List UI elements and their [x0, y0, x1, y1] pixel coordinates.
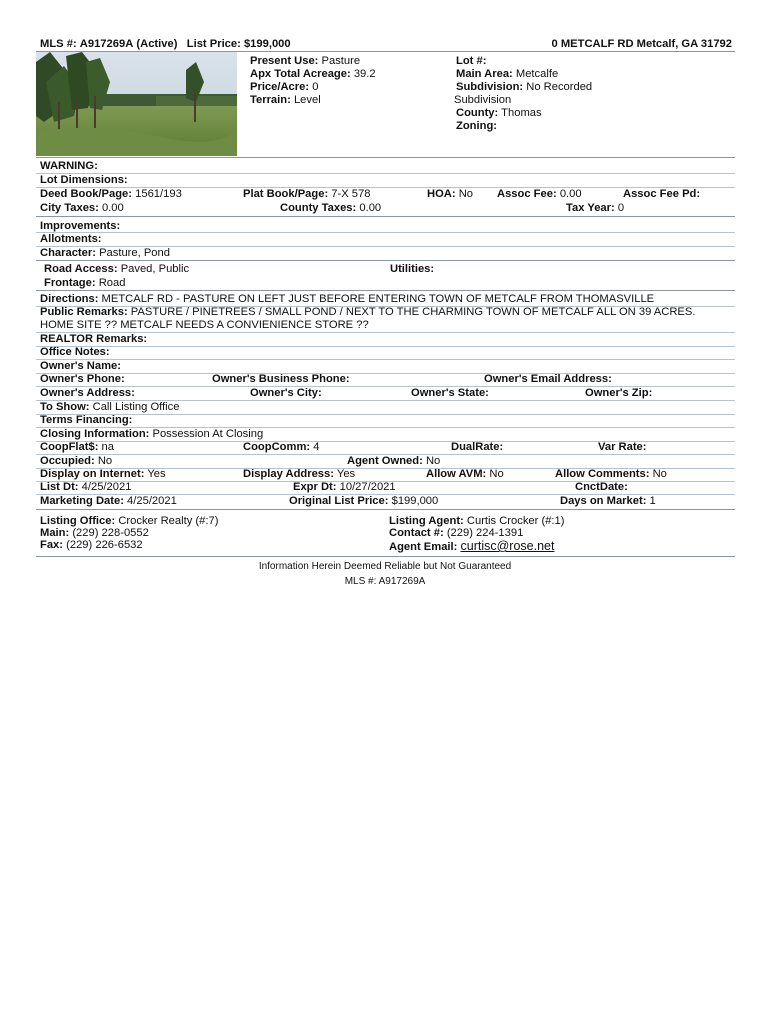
main-phone: Main: (229) 228-0552 — [40, 527, 149, 539]
divider — [36, 556, 735, 557]
plat-book: Plat Book/Page: 7-X 578 — [243, 188, 371, 200]
owners-name: Owner's Name: — [40, 360, 122, 372]
divider — [36, 216, 735, 217]
allow-comments: Allow Comments: No — [555, 468, 667, 480]
price-per-acre: Price/Acre: 0 — [250, 81, 319, 93]
divider — [36, 290, 735, 291]
office-notes: Office Notes: — [40, 346, 110, 358]
divider — [36, 346, 735, 347]
coopcomm: CoopComm: 4 — [243, 441, 320, 453]
owners-zip: Owner's Zip: — [585, 387, 653, 399]
divider — [36, 373, 735, 374]
warning: WARNING: — [40, 160, 98, 172]
owners-phone: Owner's Phone: — [40, 373, 125, 385]
closing-information: Closing Information: Possession At Closing — [40, 428, 264, 440]
divider — [36, 359, 735, 360]
character: Character: Pasture, Pond — [40, 247, 170, 259]
coopflat: CoopFlat$: na — [40, 441, 114, 453]
days-on-market: Days on Market: 1 — [560, 495, 656, 507]
agent-owned: Agent Owned: No — [347, 455, 441, 467]
public-remarks-cont: HOME SITE ?? METCALF NEEDS A CONVIENIENCE STORE ?? — [40, 319, 369, 331]
expiration-date: Expr Dt: 10/27/2021 — [293, 481, 396, 493]
assoc-fee-pd: Assoc Fee Pd: — [623, 188, 701, 200]
zoning: Zoning: — [456, 120, 498, 132]
agent-contact: Contact #: (229) 224-1391 — [389, 527, 524, 539]
realtor-remarks: REALTOR Remarks: — [40, 333, 148, 345]
property-photo[interactable] — [36, 52, 237, 156]
divider — [36, 173, 735, 174]
public-remarks: Public Remarks: PASTURE / PINETREES / SMALL POND / NEXT TO THE CHARMING TOWN OF METCALF ALL ON 39 ACRES. — [40, 306, 696, 318]
main-area: Main Area: Metcalfe — [456, 68, 559, 80]
hoa: HOA: No — [427, 188, 474, 200]
to-show: To Show: Call Listing Office — [40, 401, 180, 413]
dualrate: DualRate: — [451, 441, 504, 453]
allotments: Allotments: — [40, 233, 102, 245]
varrate: Var Rate: — [598, 441, 647, 453]
display-on-internet: Display on Internet: Yes — [40, 468, 166, 480]
total-acreage: Apx Total Acreage: 39.2 — [250, 68, 376, 80]
marketing-date: Marketing Date: 4/25/2021 — [40, 495, 177, 507]
improvements: Improvements: — [40, 220, 121, 232]
divider — [36, 414, 735, 415]
terrain: Terrain: Level — [250, 94, 321, 106]
lot-dimensions: Lot Dimensions: — [40, 174, 128, 186]
present-use: Present Use: Pasture — [250, 55, 361, 67]
subdivision-cont: Subdivision — [454, 94, 512, 106]
owners-email: Owner's Email Address: — [484, 373, 612, 385]
header-mls: MLS #: A917269A (Active) List Price: $199,000 — [40, 38, 291, 50]
divider — [36, 157, 735, 158]
occupied: Occupied: No — [40, 455, 113, 467]
agent-email-link[interactable]: curtisc@rose.net — [460, 539, 555, 553]
original-list-price: Original List Price: $199,000 — [289, 495, 439, 507]
owners-city: Owner's City: — [250, 387, 322, 399]
divider — [36, 260, 735, 261]
lot-number: Lot #: — [456, 55, 487, 67]
assoc-fee: Assoc Fee: 0.00 — [497, 188, 582, 200]
display-address: Display Address: Yes — [243, 468, 356, 480]
road-access: Road Access: Paved, Public — [44, 263, 190, 275]
owners-state: Owner's State: — [411, 387, 489, 399]
header-address: 0 METCALF RD Metcalf, GA 31792 — [551, 38, 732, 50]
footer-mls: MLS #: A917269A — [344, 576, 426, 587]
subdivision: Subdivision: No Recorded — [456, 81, 593, 93]
directions: Directions: METCALF RD - PASTURE ON LEFT JUST BEFORE ENTERING TOWN OF METCALF FROM THOMASVILLE — [40, 293, 655, 305]
divider — [36, 232, 735, 233]
list-date: List Dt: 4/25/2021 — [40, 481, 132, 493]
agent-email: Agent Email: curtisc@rose.net — [389, 539, 555, 553]
county: County: Thomas — [456, 107, 542, 119]
listing-agent: Listing Agent: Curtis Crocker (#:1) — [389, 515, 565, 527]
fax: Fax: (229) 226-6532 — [40, 539, 143, 551]
allow-avm: Allow AVM: No — [426, 468, 504, 480]
owners-address: Owner's Address: — [40, 387, 135, 399]
divider — [36, 509, 735, 510]
utilities: Utilities: — [390, 263, 435, 275]
frontage: Frontage: Road — [44, 277, 126, 289]
contact-date: CnctDate: — [575, 481, 628, 493]
terms-financing: Terms Financing: — [40, 414, 133, 426]
listing-office: Listing Office: Crocker Realty (#:7) — [40, 515, 219, 527]
disclaimer: Information Herein Deemed Reliable but Not Guaranteed — [258, 561, 512, 572]
county-taxes: County Taxes: 0.00 — [280, 202, 382, 214]
tax-year: Tax Year: 0 — [566, 202, 625, 214]
deed-book: Deed Book/Page: 1561/193 — [40, 188, 182, 200]
owners-business-phone: Owner's Business Phone: — [212, 373, 350, 385]
city-taxes: City Taxes: 0.00 — [40, 202, 124, 214]
